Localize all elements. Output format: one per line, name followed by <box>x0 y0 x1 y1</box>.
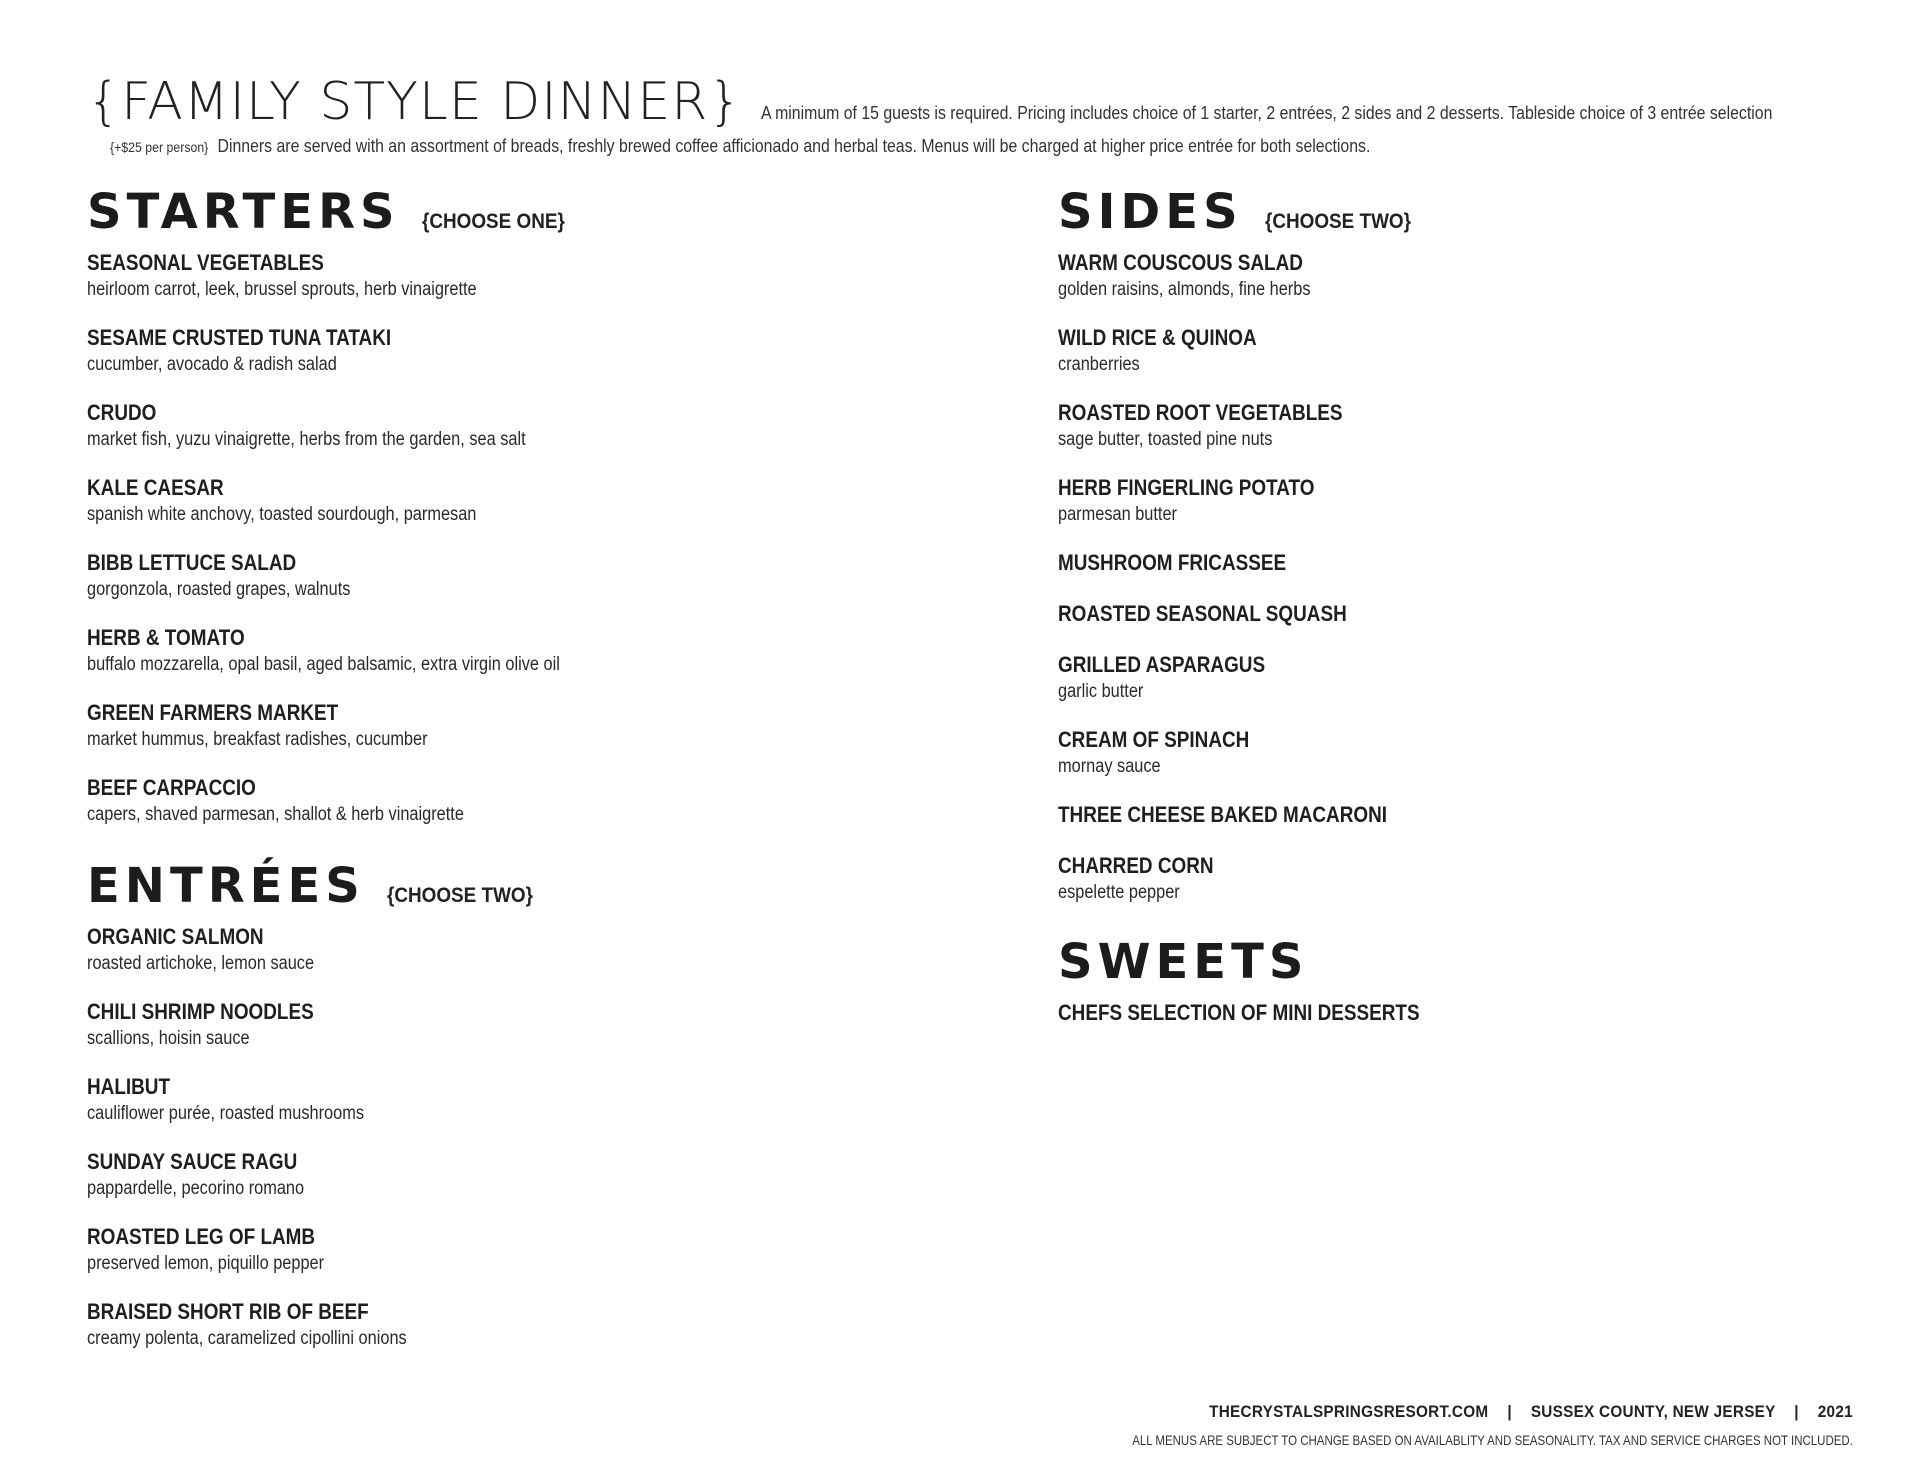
menu-item-description: market fish, yuzu vinaigrette, herbs from the garden, sea salt <box>87 429 526 450</box>
menu-item-name: CHILI SHRIMP NOODLES <box>87 999 314 1024</box>
menu-item-description: heirloom carrot, leek, brussel sprouts, herb vinaigrette <box>87 279 477 300</box>
menu-item-description: pappardelle, pecorino romano <box>87 1178 305 1199</box>
entrees-title: ENTRÉES <box>87 858 365 914</box>
menu-item <box>1058 800 1858 829</box>
menu-item-description: gorgonzola, roasted grapes, walnuts <box>87 579 351 600</box>
menu-item <box>87 548 987 603</box>
footer-location: SUSSEX COUNTY, NEW JERSEY <box>1530 1402 1776 1421</box>
menu-item-description: creamy polenta, caramelized cipollini onions <box>87 1328 407 1349</box>
menu-item <box>87 1297 987 1352</box>
website-link[interactable]: THECRYSTALSPRINGSRESORT.COM <box>1209 1402 1489 1421</box>
entrees-choice-note: {CHOOSE TWO} <box>386 884 533 907</box>
starters-heading <box>87 186 987 238</box>
menu-item <box>87 623 987 678</box>
menu-item-name: MUSHROOM FRICASSEE <box>1058 550 1287 575</box>
menu-item-name: ROASTED ROOT VEGETABLES <box>1058 400 1343 425</box>
menu-item <box>1058 725 1858 780</box>
menu-item-description: golden raisins, almonds, fine herbs <box>1058 279 1311 300</box>
footer-separator: | <box>1794 1402 1799 1421</box>
sweets-list <box>1058 998 1858 1027</box>
footer-disclaimer: ALL MENUS ARE SUBJECT TO CHANGE BASED ON AVAILABLITY AND SEASONALITY. TAX AND SERVICE CHARGES NOT INCLUDED. <box>1132 1432 1853 1448</box>
menu-item-description: espelette pepper <box>1058 882 1180 903</box>
menu-item <box>87 1072 987 1127</box>
entrees-list <box>87 922 987 1352</box>
menu-item-name: GRILLED ASPARAGUS <box>1058 652 1266 677</box>
menu-item-description: spanish white anchovy, toasted sourdough, parmesan <box>87 504 477 525</box>
menu-item <box>87 248 987 303</box>
intro-line-2 <box>110 136 1674 157</box>
menu-item-name: GREEN FARMERS MARKET <box>87 700 339 725</box>
menu-item-description: preserved lemon, piquillo pepper <box>87 1253 325 1274</box>
sweets-section <box>1058 936 1858 1027</box>
menu-item <box>87 398 987 453</box>
entrees-heading <box>87 860 987 912</box>
menu-item-name: THREE CHEESE BAKED MACARONI <box>1058 802 1388 827</box>
menu-item <box>1058 599 1858 628</box>
menu-item-description: parmesan butter <box>1058 504 1177 525</box>
menu-title: {FAMILY STYLE DINNER} <box>87 72 743 132</box>
menu-item-description: cranberries <box>1058 354 1140 375</box>
menu-item <box>1058 398 1858 453</box>
sides-list <box>1058 248 1858 906</box>
menu-item-name: HALIBUT <box>87 1074 171 1099</box>
left-column <box>87 186 987 1372</box>
menu-item-name: SEASONAL VEGETABLES <box>87 250 324 275</box>
menu-item-description: market hummus, breakfast radishes, cucumber <box>87 729 428 750</box>
menu-item <box>87 1147 987 1202</box>
menu-item-name: ROASTED LEG OF LAMB <box>87 1224 316 1249</box>
footer <box>974 1402 1853 1448</box>
footer-separator: | <box>1507 1402 1512 1421</box>
menu-item-name: CHARRED CORN <box>1058 853 1214 878</box>
sides-choice-note: {CHOOSE TWO} <box>1264 210 1411 233</box>
sides-title: SIDES <box>1058 184 1243 240</box>
title-line <box>87 72 1887 132</box>
intro-text: A minimum of 15 guests is required. Pricing includes choice of 1 starter, 2 entrées, 2 sides and 2 desserts. Tableside choice of 3 entrée selection <box>760 103 1773 123</box>
menu-item-name: ORGANIC SALMON <box>87 924 264 949</box>
sweets-heading <box>1058 936 1858 988</box>
menu-header <box>87 72 1887 157</box>
menu-item-description: garlic butter <box>1058 681 1144 702</box>
menu-item-name: WILD RICE & QUINOA <box>1058 325 1257 350</box>
menu-item-name: HERB FINGERLING POTATO <box>1058 475 1315 500</box>
menu-item-name: BRAISED SHORT RIB OF BEEF <box>87 1299 369 1324</box>
menu-item <box>1058 323 1858 378</box>
menu-item <box>1058 473 1858 528</box>
menu-item-name: KALE CAESAR <box>87 475 224 500</box>
menu-item-description: cucumber, avocado & radish salad <box>87 354 337 375</box>
intro-text-2: Dinners are served with an assortment of breads, freshly brewed coffee afficionado and herbal teas. Menus will be charged at higher price entrée for both selections. <box>217 136 1371 156</box>
menu-item-name: SESAME CRUSTED TUNA TATAKI <box>87 325 392 350</box>
menu-item <box>1058 248 1858 303</box>
menu-item-name: SUNDAY SAUCE RAGU <box>87 1149 298 1174</box>
sides-section <box>1058 186 1858 906</box>
starters-choice-note: {CHOOSE ONE} <box>421 210 565 233</box>
menu-item <box>87 997 987 1052</box>
menu-item-description: roasted artichoke, lemon sauce <box>87 953 315 974</box>
menu-item-name: CRUDO <box>87 400 157 425</box>
menu-item-name: HERB & TOMATO <box>87 625 245 650</box>
menu-item <box>87 773 987 828</box>
starters-list <box>87 248 987 828</box>
price-note: {+$25 per person} <box>110 139 209 155</box>
sides-heading <box>1058 186 1858 238</box>
menu-item-name: BEEF CARPACCIO <box>87 775 256 800</box>
menu-item-description: buffalo mozzarella, opal basil, aged balsamic, extra virgin olive oil <box>87 654 560 675</box>
menu-item <box>87 473 987 528</box>
sweets-title: SWEETS <box>1058 934 1309 990</box>
menu-item <box>1058 998 1858 1027</box>
footer-year: 2021 <box>1817 1402 1853 1421</box>
menu-item <box>1058 650 1858 705</box>
menu-item-description: sage butter, toasted pine nuts <box>1058 429 1273 450</box>
menu-item <box>87 1222 987 1277</box>
menu-item-name: CHEFS SELECTION OF MINI DESSERTS <box>1058 1000 1420 1025</box>
right-column <box>1058 186 1858 1049</box>
menu-item-name: CREAM OF SPINACH <box>1058 727 1250 752</box>
entrees-section <box>87 860 987 1352</box>
menu-item-description: mornay sauce <box>1058 756 1161 777</box>
menu-item-name: ROASTED SEASONAL SQUASH <box>1058 601 1347 626</box>
menu-item-name: WARM COUSCOUS SALAD <box>1058 250 1303 275</box>
starters-section <box>87 186 987 828</box>
menu-item <box>1058 548 1858 577</box>
menu-item <box>87 698 987 753</box>
menu-item <box>87 922 987 977</box>
menu-item <box>1058 851 1858 906</box>
menu-item <box>87 323 987 378</box>
menu-item-name: BIBB LETTUCE SALAD <box>87 550 297 575</box>
starters-title: STARTERS <box>87 184 400 240</box>
menu-item-description: cauliflower purée, roasted mushrooms <box>87 1103 365 1124</box>
footer-contact-line <box>1062 1402 1853 1422</box>
menu-item-description: capers, shaved parmesan, shallot & herb vinaigrette <box>87 804 464 825</box>
menu-item-description: scallions, hoisin sauce <box>87 1028 250 1049</box>
